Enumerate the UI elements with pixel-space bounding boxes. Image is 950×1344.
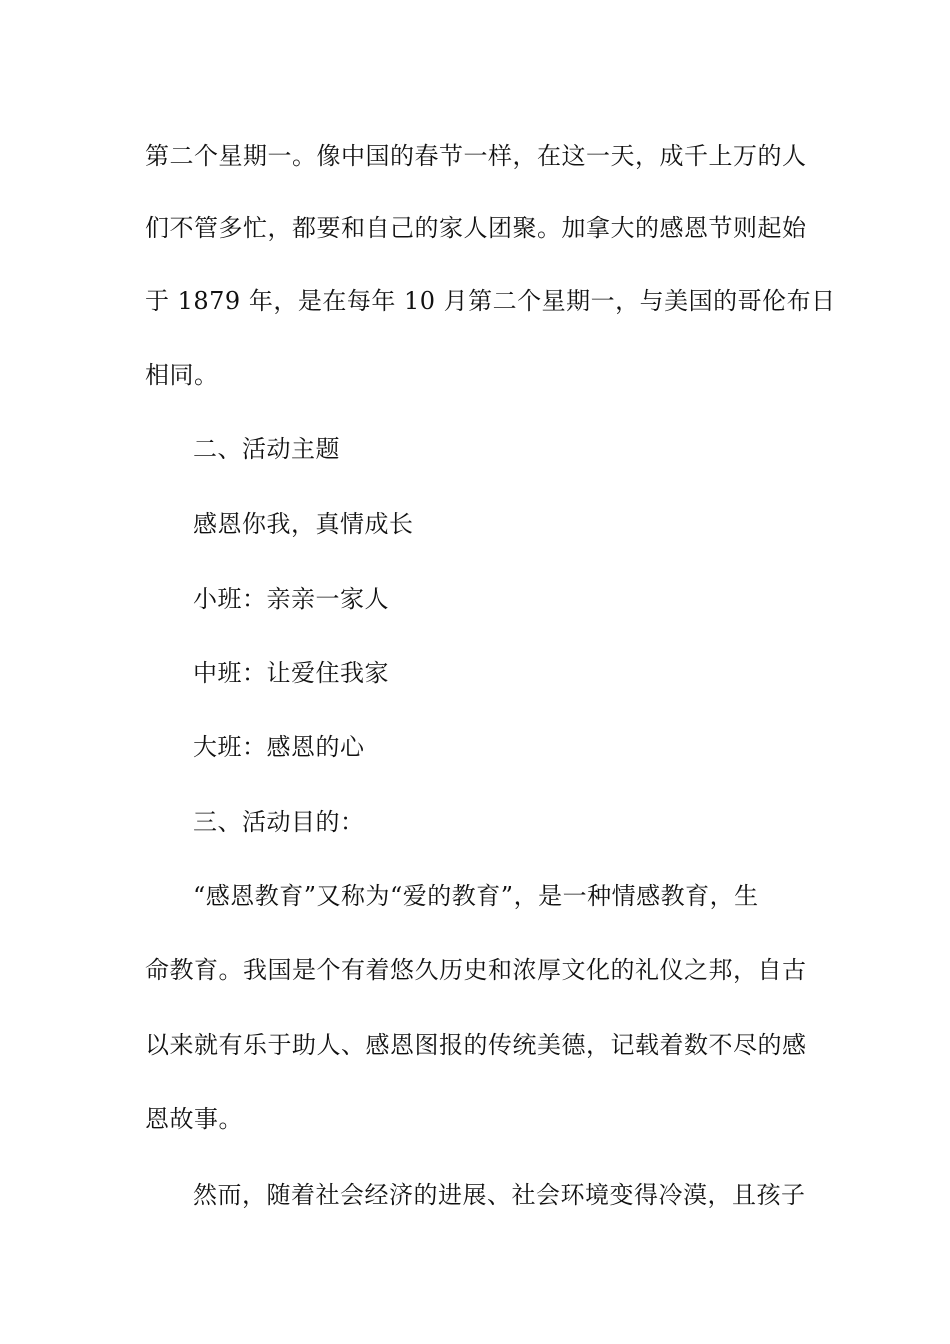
class-theme-middle: 中班：让爱住我家 xyxy=(193,659,389,687)
paragraph-line: 们不管多忙，都要和自己的家人团聚。加拿大的感恩节则起始 xyxy=(145,214,807,242)
theme-line: 感恩你我，真情成长 xyxy=(193,510,414,538)
paragraph-line: 第二个星期一。像中国的春节一样，在这一天，成千上万的人 xyxy=(145,142,807,170)
section-heading: 二、活动主题 xyxy=(193,435,340,463)
paragraph-line: 恩故事。 xyxy=(145,1105,243,1133)
paragraph-line: 于 1879 年，是在每年 10 月第二个星期一，与美国的哥伦布日 xyxy=(145,287,836,315)
paragraph-line: “感恩教育”又称为“爱的教育”，是一种情感教育，生 xyxy=(193,882,759,910)
section-heading: 三、活动目的： xyxy=(193,808,365,836)
paragraph-line: 相同。 xyxy=(145,361,219,389)
paragraph-line: 以来就有乐于助人、感恩图报的传统美德，记载着数不尽的感 xyxy=(145,1031,807,1059)
paragraph-line: 然而，随着社会经济的进展、社会环境变得冷漠，且孩子 xyxy=(193,1181,806,1209)
class-theme-large: 大班：感恩的心 xyxy=(193,733,365,761)
class-theme-small: 小班：亲亲一家人 xyxy=(193,585,389,613)
paragraph-line: 命教育。我国是个有着悠久历史和浓厚文化的礼仪之邦，自古 xyxy=(145,956,807,984)
